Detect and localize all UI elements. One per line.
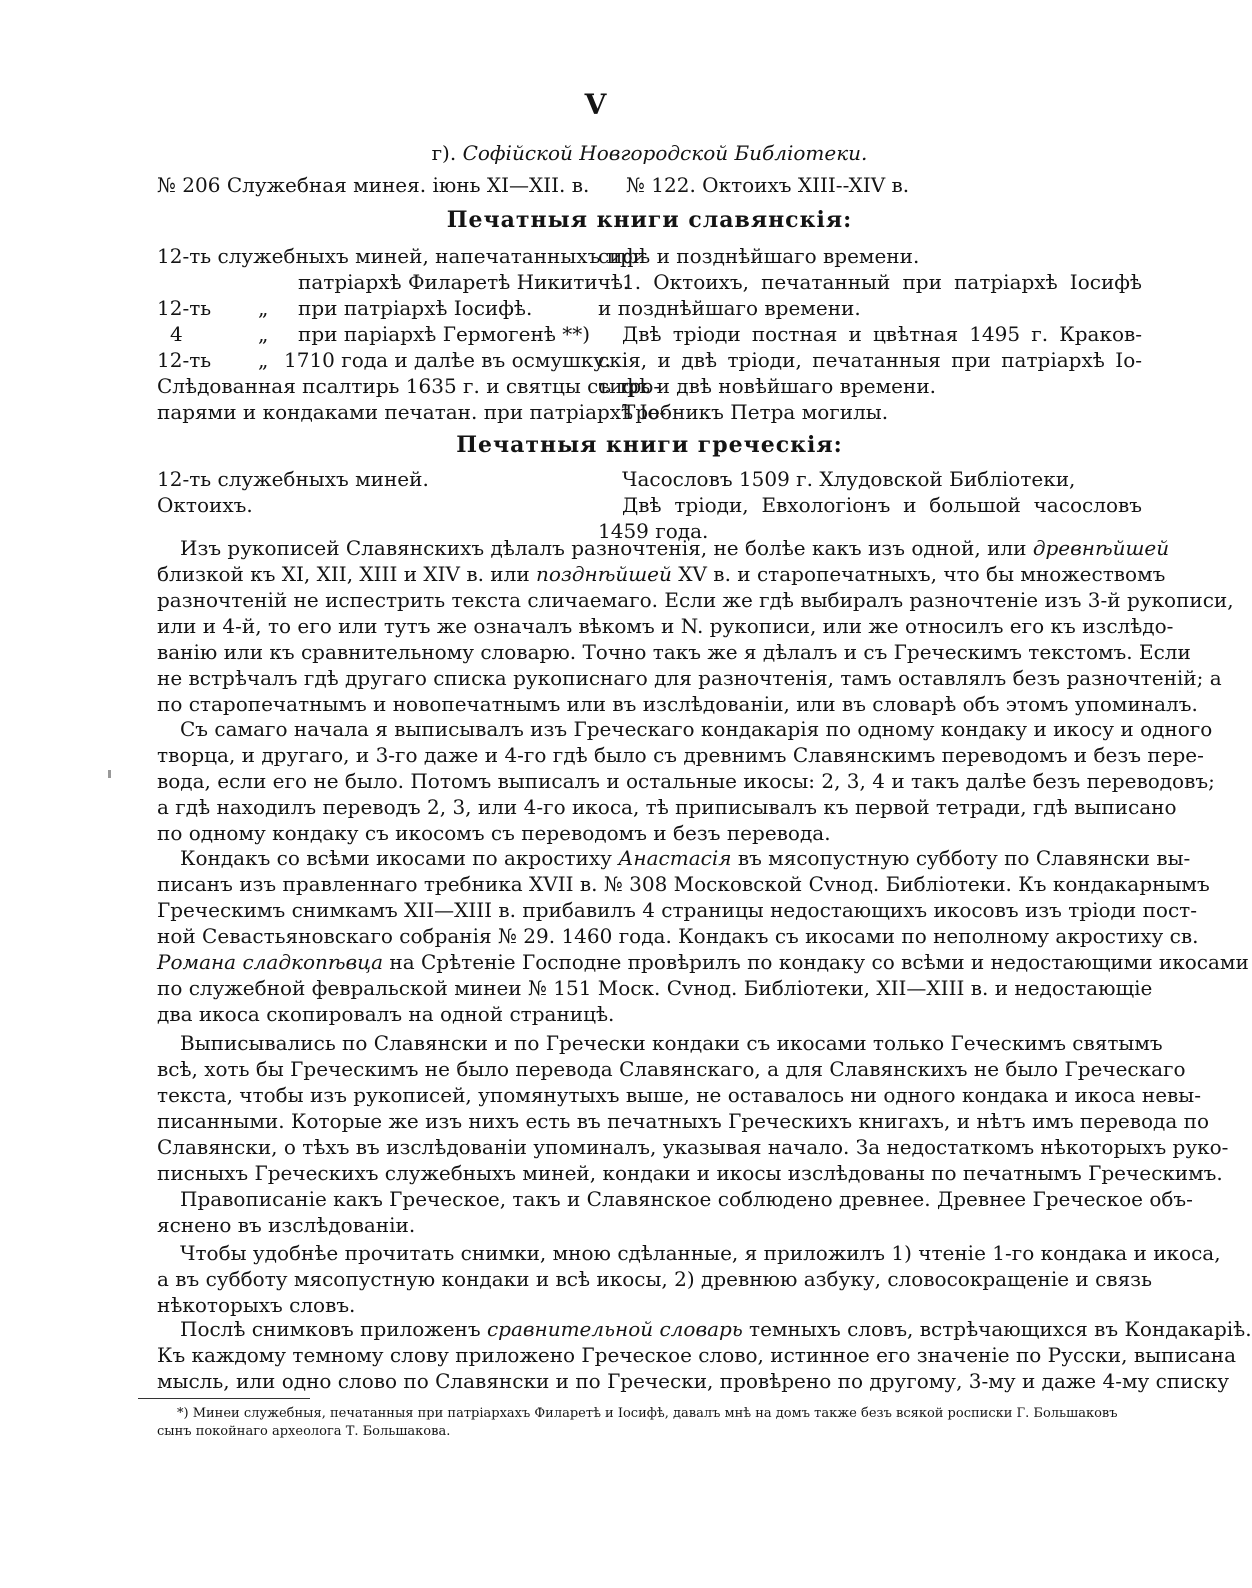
para3-text: въ мясопустную субботу по Славянски вы- [731, 846, 1191, 870]
para4-line: всѣ, хоть бы Греческимъ не было перевода Славянскаго, а для Славянскихъ не было Греческаго [157, 1057, 1186, 1081]
para4-line: писанными. Которые же изъ нихъ есть въ печатныхъ Греческихъ книгахъ, и нѣтъ имъ перевода по [157, 1109, 1209, 1133]
para1-line: ванію или къ сравнительному словарю. Точно такъ же я дѣлалъ и съ Греческимъ текстомъ. Если [157, 640, 1191, 664]
para3-italic: Романа сладкопѣвца [157, 950, 384, 974]
para5-line: Правописаніе какъ Греческое, такъ и Славянское соблюдено древнее. Древнее Греческое объ- [180, 1187, 1193, 1211]
para3-line: по служебной февральской минеи № 151 Моск. Сvнод. Библіотеки, XII—XIII в. и недостающіе [157, 976, 1153, 1000]
para1-text: Изъ рукописей Славянскихъ дѣлалъ разночтенія, не болѣе какъ изъ одной, или [180, 536, 1033, 560]
footnote-line: сынъ покойнаго археолога Т. Большакова. [157, 1424, 451, 1439]
greek-right-line: 1459 года. [598, 519, 709, 543]
page-number: V [584, 88, 607, 121]
para7-text: темныхъ словъ, встрѣчающихся въ Кондакаріѣ. [742, 1317, 1252, 1341]
para7-text: Послѣ снимковъ приложенъ [180, 1317, 487, 1341]
manuscript-206: № 206 Служебная минея. іюнь XI—XII. в. [157, 173, 590, 197]
slavonic-left-line: Слѣдованная псалтирь 1635 г. и святцы съ тро- [157, 374, 661, 398]
slavonic-right-line: сифѣ и позднѣйшаго времени. [598, 244, 920, 268]
para1-line: по старопечатнымъ и новопечатнымъ или въ изслѣдованіи, или въ словарѣ объ этомъ упоминалъ. [157, 692, 1198, 716]
section-g-prefix: г). [431, 141, 463, 165]
para2-line: творца, и другаго, и 3-го даже и 4-го гдѣ было съ древнимъ Славянскимъ переводомъ и безъ пере- [157, 743, 1204, 767]
footnote-rule [138, 1398, 310, 1399]
para4-line: текста, чтобы изъ рукописей, упомянутыхъ выше, не оставалось ни одного кондака и икоса невы- [157, 1083, 1201, 1107]
slavonic-right-line: и позднѣйшаго времени. [598, 296, 861, 320]
para1-italic: древнѣйшей [1032, 536, 1170, 560]
slavonic-left-line: 1710 года и далѣе въ осмушку. [284, 348, 612, 372]
section-g-library: Софійской Новгородской Библіотеки. [462, 141, 868, 165]
para4-line: писныхъ Греческихъ служебныхъ миней, кондаки и икосы изслѣдованы по печатнымъ Греческимъ. [157, 1161, 1223, 1185]
para7-line [180, 1316, 1252, 1342]
greek-right-line: Двѣ тріоди, Евхологіонъ и большой часословъ [622, 493, 1142, 517]
ditto-mark: „ [258, 348, 269, 372]
slavonic-right-line: сифѣ и двѣ новѣйшаго времени. [598, 374, 937, 398]
slavonic-left-line: 12-ть [157, 296, 212, 320]
para3-line: два икоса скопировалъ на одной страницѣ. [157, 1002, 615, 1026]
para1-line [180, 535, 1170, 561]
slavonic-left-line: парями и кондаками печатан. при патріархѣ Іо- [157, 400, 667, 424]
para2-line: по одному кондаку съ икосомъ съ переводомъ и безъ перевода. [157, 821, 831, 845]
para2-line: Съ самаго начала я выписывалъ изъ Греческаго кондакарія по одному кондаку и икосу и одного [180, 717, 1213, 741]
slavonic-left-line: при патріархѣ Іосифѣ. [298, 296, 533, 320]
para2-line: а гдѣ находилъ переводъ 2, 3, или 4-го икоса, тѣ приписывалъ къ первой тетради, гдѣ выписано [157, 795, 1177, 819]
slavonic-right-line: 1. Октоихъ, печатанный при патріархѣ Іосифѣ [622, 270, 1142, 294]
para3-line: писанъ изъ правленнаго требника XVII в. № 308 Московской Сvнод. Библіотеки. Къ кондакарнымъ [157, 872, 1210, 896]
para1-text: близкой къ XI, XII, XIII и XIV в. или [157, 562, 537, 586]
greek-left-line: Октоихъ. [157, 493, 253, 517]
para3-line: ной Севастьяновскаго собранія № 29. 1460 года. Кондакъ съ икосами по неполному акростиху св. [157, 924, 1199, 948]
para1-italic: позднѣйшей [536, 562, 672, 586]
para7-italic: сравнительной словарь [486, 1317, 743, 1341]
slavonic-left-line: 12-ть служебныхъ миней, напечатанныхъ при [157, 244, 647, 268]
greek-left-line: 12-ть служебныхъ миней. [157, 467, 429, 491]
heading-slavonic-printed: Печатныя книги славянскія: [446, 207, 853, 233]
section-g-title [157, 140, 1142, 166]
slavonic-right-line: Двѣ тріоди постная и цвѣтная 1495 г. Краков- [622, 322, 1142, 346]
heading-greek-printed: Печатныя книги греческія: [456, 432, 843, 458]
margin-mark [108, 770, 111, 778]
para6-line: а въ субботу мясопустную кондаки и всѣ икосы, 2) древнюю азбуку, словосокращеніе и связь [157, 1267, 1152, 1291]
para6-line: Чтобы удобнѣе прочитать снимки, мною сдѣланные, я приложилъ 1) чтеніе 1-го кондака и икоса, [180, 1241, 1221, 1265]
slavonic-left-line: при паріархѣ Гермогенѣ **) [298, 322, 591, 346]
para1-line: разночтеній не испестрить текста сличаемаго. Если же гдѣ выбиралъ разночтеніе изъ 3-й рукописи, [157, 588, 1234, 612]
slavonic-right-line: Требникъ Петра могилы. [622, 400, 889, 424]
para1-line: или и 4-й, то его или тутъ же означалъ вѣкомъ и N. рукописи, или же относилъ его къ изслѣдо- [157, 614, 1174, 638]
manuscript-122: № 122. Октоихъ XIII--XIV в. [626, 173, 910, 197]
para2-line: вода, если его не было. Потомъ выписалъ и остальные икосы: 2, 3, 4 и такъ далѣе безъ переводовъ; [157, 769, 1215, 793]
para3-line [157, 949, 1249, 975]
para3-line: Греческимъ снимкамъ XII—XIII в. прибавилъ 4 страницы недостающихъ икосовъ изъ тріоди пост- [157, 898, 1197, 922]
para7-line: мысль, или одно слово по Славянски и по Гречески, провѣрено по другому, 3-му и даже 4-му списку [157, 1369, 1229, 1393]
slavonic-left-line: 12-ть [157, 348, 212, 372]
para6-line: нѣкоторыхъ словъ. [157, 1293, 356, 1317]
footnote-line: *) Минеи служебныя, печатанныя при патріархахъ Филаретѣ и Іосифѣ, давалъ мнѣ на домъ также безъ всякой росписки Г. Большаковъ [177, 1406, 1118, 1421]
para4-line: Славянски, о тѣхъ въ изслѣдованіи упоминалъ, указывая начало. За недостаткомъ нѣкоторыхъ руко- [157, 1135, 1229, 1159]
slavonic-left-line: патріархѣ Филаретѣ Никитичѣ. [298, 270, 630, 294]
para1-text: XV в. и старопечатныхъ, что бы множествомъ [671, 562, 1166, 586]
ditto-mark: „ [258, 322, 269, 346]
ditto-mark: „ [258, 296, 269, 320]
slavonic-left-line: 4 [170, 322, 183, 346]
para1-line [157, 561, 1166, 587]
para1-line: не встрѣчалъ гдѣ другаго списка рукописнаго для разночтенія, тамъ оставлялъ безъ разночтеній; а [157, 666, 1222, 690]
para3-text: Кондакъ со всѣми икосами по акростиху [180, 846, 619, 870]
para3-line [180, 845, 1191, 871]
para3-italic: Анастасія [618, 846, 732, 870]
para4-line: Выписывались по Славянски и по Гречески кондаки съ икосами только Геческимъ святымъ [180, 1031, 1163, 1055]
para3-text: на Срѣтеніе Господне провѣрилъ по кондаку со всѣми и недостающими икосами [383, 950, 1249, 974]
greek-right-line: Часословъ 1509 г. Хлудовской Библіотеки, [622, 467, 1076, 491]
para5-line: яснено въ изслѣдованіи. [157, 1213, 416, 1237]
para7-line: Къ каждому темному слову приложено Греческое слово, истинное его значеніе по Русски, выписана [157, 1343, 1237, 1367]
slavonic-right-line: скія, и двѣ тріоди, печатанныя при патріархѣ Іо- [598, 348, 1142, 372]
